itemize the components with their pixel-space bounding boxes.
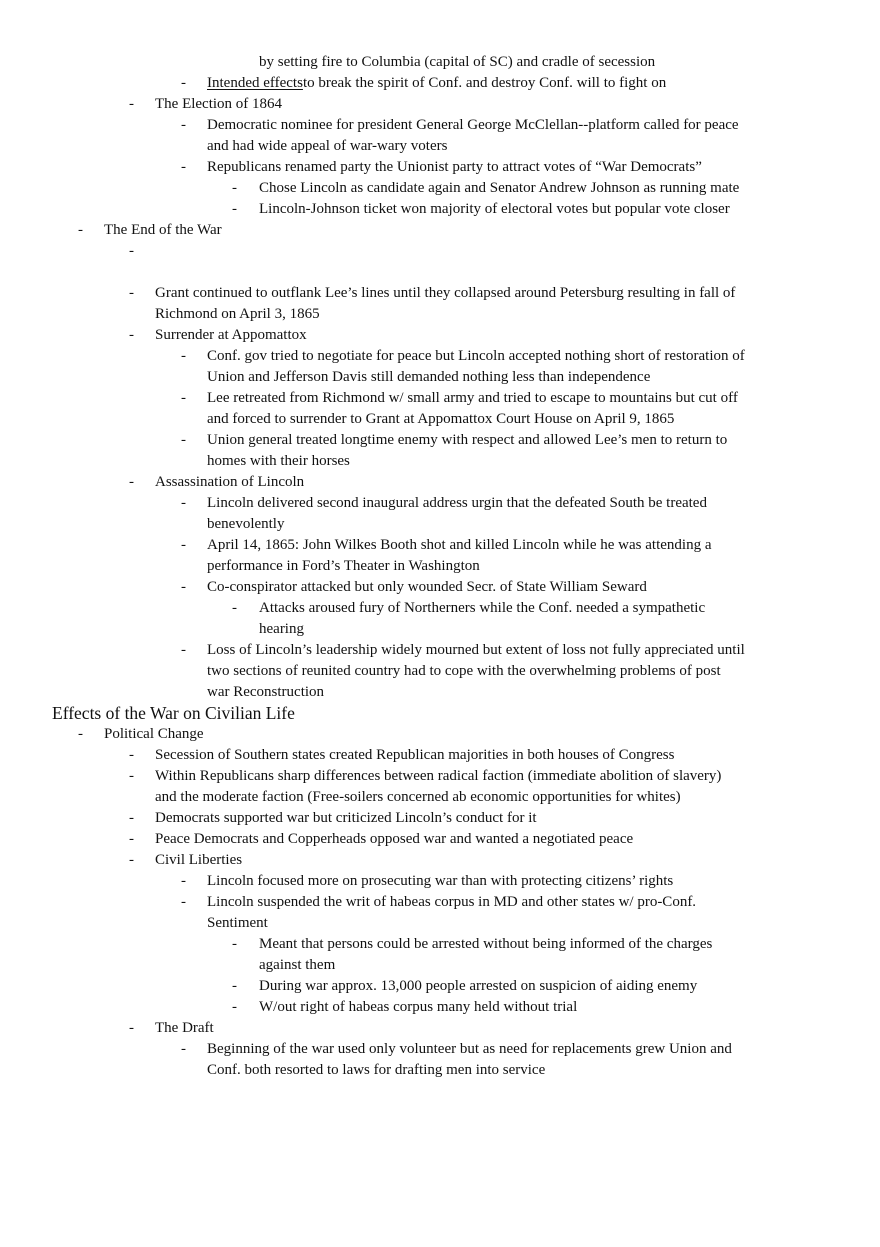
outline-line	[0, 535, 880, 556]
outline-line	[0, 493, 880, 514]
outline-line	[0, 913, 880, 934]
outline-line	[0, 220, 880, 241]
bullet-dash: -	[129, 96, 134, 112]
outline-line	[0, 556, 880, 577]
bullet-dash: -	[232, 600, 237, 616]
line-text: and the moderate faction (Free-soilers concerned ab economic opportunities for whites)	[155, 789, 681, 805]
line-text-rest: to break the spirit of Conf. and destroy Conf. will to fight on	[302, 75, 667, 91]
line-text: Secession of Southern states created Republican majorities in both houses of Congress	[155, 747, 675, 763]
line-text: Lincoln suspended the writ of habeas corpus in MD and other states w/ pro-Conf.	[207, 894, 697, 910]
outline-line	[0, 388, 880, 409]
line-text: Grant continued to outflank Lee’s lines until they collapsed around Petersburg resulting in fall of	[155, 285, 736, 301]
bullet-dash: -	[129, 747, 134, 763]
line-text: Peace Democrats and Copperheads opposed war and wanted a negotiated peace	[155, 831, 634, 847]
line-text: Union and Jefferson Davis still demanded nothing less than independence	[207, 369, 651, 385]
outline-line	[0, 976, 880, 997]
outline-line	[0, 451, 880, 472]
line-text: The Draft	[155, 1020, 214, 1036]
bullet-dash: -	[78, 726, 83, 742]
outline-line	[0, 136, 880, 157]
outline-line	[0, 871, 880, 892]
bullet-dash: -	[78, 222, 83, 238]
bullet-dash: -	[181, 390, 186, 406]
outline-line	[0, 577, 880, 598]
bullet-dash: -	[129, 285, 134, 301]
outline-line	[0, 115, 880, 136]
bullet-dash: -	[129, 474, 134, 490]
line-text: Civil Liberties	[155, 852, 243, 868]
outline-line	[0, 850, 880, 871]
outline-line	[0, 52, 880, 73]
line-text: Republicans renamed party the Unionist party to attract votes of “War Democrats”	[207, 159, 702, 175]
line-text: The Election of 1864	[155, 96, 283, 112]
bullet-dash: -	[181, 432, 186, 448]
outline-line	[0, 955, 880, 976]
outline-line	[0, 241, 880, 262]
line-text: Richmond on April 3, 1865	[155, 306, 320, 322]
section-heading	[0, 703, 880, 724]
line-text: by setting fire to Columbia (capital of SC) and cradle of secession	[259, 54, 656, 70]
line-text: Sentiment	[207, 915, 268, 931]
outline-line	[0, 640, 880, 661]
bullet-dash: -	[232, 999, 237, 1015]
line-text: Conf. gov tried to negotiate for peace but Lincoln accepted nothing short of restoration of	[207, 348, 745, 364]
line-text: Assassination of Lincoln	[155, 474, 305, 490]
outline-line	[0, 829, 880, 850]
line-text: Chose Lincoln as candidate again and Senator Andrew Johnson as running mate	[259, 180, 740, 196]
line-text	[207, 73, 666, 94]
outline-line	[0, 934, 880, 955]
underlined-term: Intended effects	[207, 75, 303, 91]
bullet-dash: -	[129, 327, 134, 343]
line-text: Union general treated longtime enemy with respect and allowed Lee’s men to return to	[207, 432, 728, 448]
bullet-dash: -	[129, 831, 134, 847]
outline-line	[0, 472, 880, 493]
outline-line	[0, 73, 880, 94]
line-text: against them	[259, 957, 336, 973]
line-text: Conf. both resorted to laws for drafting men into service	[207, 1062, 546, 1078]
bullet-dash: -	[181, 642, 186, 658]
line-text: Lincoln delivered second inaugural address urgin that the defeated South be treated	[207, 495, 707, 511]
outline-line	[0, 325, 880, 346]
bullet-dash: -	[232, 180, 237, 196]
bullet-dash: -	[129, 768, 134, 784]
line-text: Democratic nominee for president General George McClellan--platform called for peace	[207, 117, 739, 133]
outline-line	[0, 1060, 880, 1081]
bullet-dash: -	[181, 75, 186, 91]
outline-line	[0, 430, 880, 451]
bullet-dash: -	[181, 159, 186, 175]
bullet-dash: -	[181, 117, 186, 133]
line-text: April 14, 1865: John Wilkes Booth shot and killed Lincoln while he was attending a	[207, 537, 712, 553]
bullet-dash: -	[181, 873, 186, 889]
outline-line	[0, 766, 880, 787]
bullet-dash: -	[129, 1020, 134, 1036]
line-text: Political Change	[104, 726, 204, 742]
outline-line	[0, 1039, 880, 1060]
outline-line	[0, 892, 880, 913]
line-text: W/out right of habeas corpus many held without trial	[259, 999, 578, 1015]
bullet-dash: -	[232, 936, 237, 952]
outline-line	[0, 367, 880, 388]
outline-line	[0, 283, 880, 304]
line-text: homes with their horses	[207, 453, 350, 469]
line-text: and forced to surrender to Grant at Appomattox Court House on April 9, 1865	[207, 411, 675, 427]
outline-line	[0, 514, 880, 535]
line-text: hearing	[259, 621, 304, 637]
outline-line	[0, 682, 880, 703]
line-text: Attacks aroused fury of Northerners while the Conf. needed a sympathetic	[259, 600, 706, 616]
bullet-dash: -	[181, 348, 186, 364]
bullet-dash: -	[129, 243, 134, 259]
bullet-dash: -	[181, 1041, 186, 1057]
outline-line	[0, 745, 880, 766]
outline-line	[0, 157, 880, 178]
line-text: Co-conspirator attacked but only wounded Secr. of State William Seward	[207, 579, 647, 595]
outline-line	[0, 661, 880, 682]
line-text: and had wide appeal of war-wary voters	[207, 138, 448, 154]
outline-line	[0, 199, 880, 220]
outline-line	[0, 619, 880, 640]
line-text: Democrats supported war but criticized Lincoln’s conduct for it	[155, 810, 537, 826]
outline-line	[0, 178, 880, 199]
outline-line	[0, 997, 880, 1018]
outline-line	[0, 1018, 880, 1039]
bullet-dash: -	[181, 495, 186, 511]
bullet-dash: -	[129, 852, 134, 868]
bullet-dash: -	[232, 978, 237, 994]
line-text: Beginning of the war used only volunteer but as need for replacements grew Union and	[207, 1041, 732, 1057]
line-text: war Reconstruction	[207, 684, 325, 700]
outline-line	[0, 724, 880, 745]
line-text: Loss of Lincoln’s leadership widely mourned but extent of loss not fully appreciated until	[207, 642, 745, 658]
heading-text: Effects of the War on Civilian Life	[52, 703, 295, 723]
outline-line	[0, 808, 880, 829]
line-text: Within Republicans sharp differences between radical faction (immediate abolition of slavery)	[155, 768, 722, 784]
line-text: Lee retreated from Richmond w/ small army and tried to escape to mountains but cut off	[207, 390, 738, 406]
outline-line	[0, 598, 880, 619]
line-text: Lincoln-Johnson ticket won majority of electoral votes but popular vote closer	[259, 201, 730, 217]
bullet-dash: -	[181, 894, 186, 910]
bullet-dash: -	[232, 201, 237, 217]
line-text: The End of the War	[104, 222, 222, 238]
bullet-dash: -	[181, 579, 186, 595]
outline-line	[0, 787, 880, 808]
line-text: Surrender at Appomattox	[155, 327, 307, 343]
line-text: performance in Ford’s Theater in Washington	[207, 558, 480, 574]
outline-line	[0, 346, 880, 367]
line-text: two sections of reunited country had to cope with the overwhelming problems of post	[207, 663, 721, 679]
line-text: Meant that persons could be arrested without being informed of the charges	[259, 936, 713, 952]
bullet-dash: -	[181, 537, 186, 553]
outline-line	[0, 409, 880, 430]
outline-line	[0, 94, 880, 115]
bullet-dash: -	[129, 810, 134, 826]
line-text: benevolently	[207, 516, 285, 532]
line-text: During war approx. 13,000 people arrested on suspicion of aiding enemy	[259, 978, 698, 994]
outline-line	[0, 304, 880, 325]
line-text: Lincoln focused more on prosecuting war than with protecting citizens’ rights	[207, 873, 674, 889]
